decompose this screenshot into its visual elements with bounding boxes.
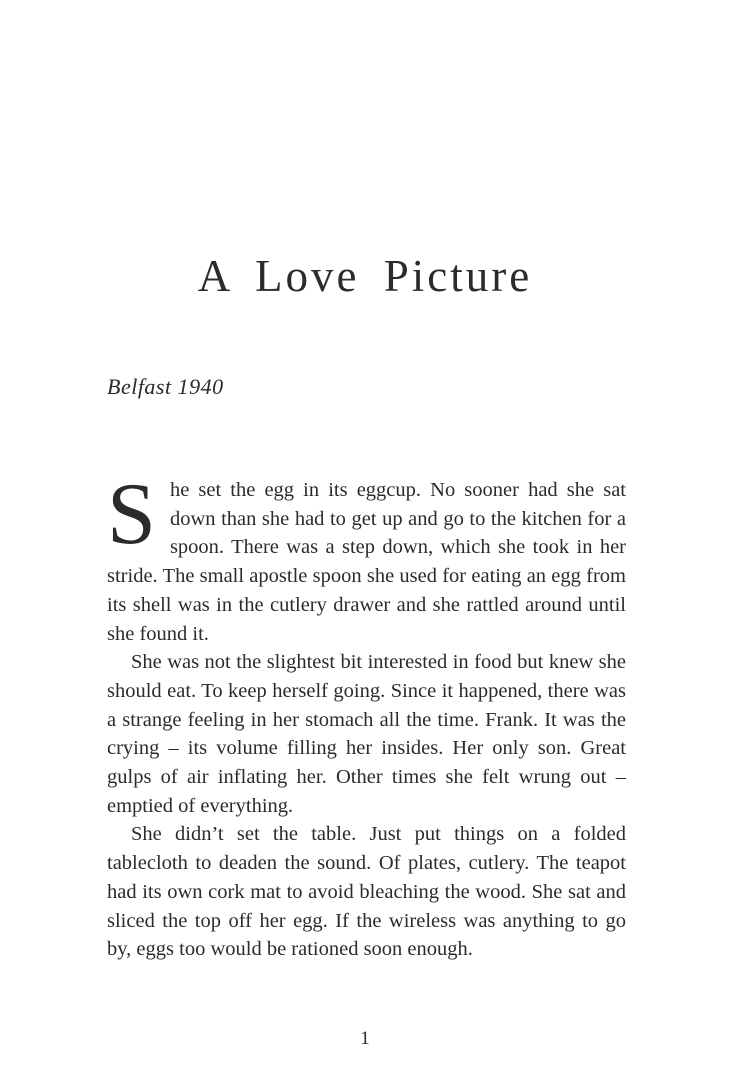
paragraph-text: he set the egg in its eggcup. No sooner had she sat down than she had to get up and go to the kitchen for a spoon. There was a step down, which she took in her stride. The small apostle spoon she used for eating an egg from its shell was in the cutlery drawer and she rattled around until she found it. (107, 479, 626, 645)
chapter-title: A Love Picture (197, 251, 533, 301)
body-text (107, 466, 626, 964)
paragraph (107, 466, 626, 648)
chapter-subtitle: Belfast 1940 (107, 374, 224, 399)
paragraph: She was not the slightest bit interested in food but knew she should eat. To keep herself going. Since it happened, there was a strange feeling in her stomach all the time. Frank. It was the crying – its volume filling her insides. Her only son. Great gulps of air inflating her. Other times she felt wrung out – emptied of everything. (107, 651, 626, 817)
page-number: 1 (360, 1028, 370, 1049)
paragraph: She didn’t set the table. Just put things on a folded tablecloth to deaden the sound. Of plates, cutlery. The teapot had its own cork mat to avoid bleaching the wood. She sat and sliced the top off her egg. If the wireless was anything to go by, eggs too would be rationed soon enough. (107, 823, 626, 961)
dropcap-letter: S (107, 466, 156, 563)
